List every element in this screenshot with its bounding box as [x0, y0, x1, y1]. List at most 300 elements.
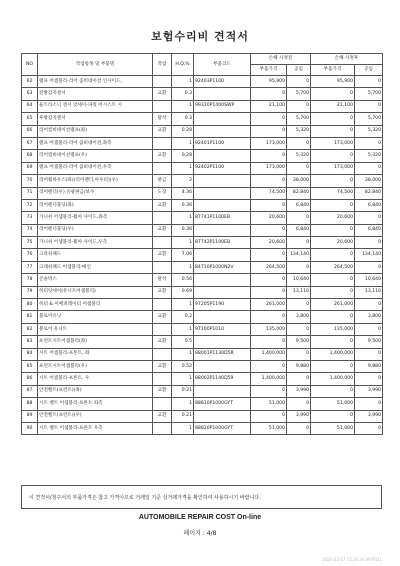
cell-pre-price: 0	[251, 175, 287, 187]
table-row	[22, 373, 383, 385]
cell-pre-price: 0	[251, 224, 287, 236]
cell-pre-labor: 3,990	[287, 410, 311, 422]
table-row	[22, 100, 383, 112]
cell-pre-price: 0	[251, 311, 287, 323]
cell-no: 80	[22, 299, 38, 311]
cell-post-labor: 5,320	[355, 125, 383, 137]
cell-name: 크래쉬패드 어셈블리-메인	[38, 261, 153, 273]
cell-post-labor: 0	[355, 137, 383, 149]
cell-post-price: 1,400,000	[311, 348, 355, 360]
cell-post-price: 264,500	[311, 261, 355, 273]
cell-work: 교환	[153, 125, 172, 137]
cell-post-labor: 5,700	[355, 113, 383, 125]
cell-hqty: 0.2	[172, 311, 194, 323]
cell-pre-labor: 134,140	[287, 249, 311, 261]
cell-work: 교환	[153, 199, 172, 211]
cell-post-price: 173,000	[311, 137, 355, 149]
cell-hqty: 1	[172, 76, 194, 88]
cell-name: 시트 벨트 어셈블리-프론트 좌측	[38, 398, 153, 410]
cell-work: 교환	[153, 150, 172, 162]
cell-post-labor: 9,500	[355, 336, 383, 348]
cell-no: 84	[22, 348, 38, 360]
cell-post-labor: 0	[355, 261, 383, 273]
cell-post-labor: 0	[355, 422, 383, 434]
table-row	[22, 422, 383, 434]
cell-name: 전방감지센서	[38, 88, 153, 100]
cell-code: 97205P1190	[194, 299, 251, 311]
cell-pre-labor: 0	[287, 422, 311, 434]
cell-no: 88	[22, 398, 38, 410]
cell-code	[194, 113, 251, 125]
cell-post-price: 1,400,000	[311, 373, 355, 385]
cell-code: 88810P1000GYT	[194, 398, 251, 410]
cell-work: 교환	[153, 336, 172, 348]
cell-work	[153, 323, 172, 335]
cell-post-labor: 0	[355, 162, 383, 174]
cell-work	[153, 422, 172, 434]
cell-post-labor: 3,800	[355, 311, 383, 323]
cell-pre-labor: 0	[287, 398, 311, 410]
cell-work	[153, 261, 172, 273]
cell-name: 히터 & 이배퍼레이터 어셈블리	[38, 299, 153, 311]
header-work: 작업	[153, 54, 172, 76]
cell-name: 리어펜더(우) 유광판금/보수	[38, 187, 153, 199]
cell-pre-labor: 5,700	[287, 113, 311, 125]
cell-post-price: 135,000	[311, 323, 355, 335]
cell-no: 66	[22, 125, 38, 137]
cell-pre-price: 20,600	[251, 212, 287, 224]
cell-code	[194, 385, 251, 397]
cell-pre-price: 0	[251, 410, 287, 422]
cell-no: 65	[22, 113, 38, 125]
cell-pre-labor: 5,700	[287, 88, 311, 100]
cell-hqty: 0.36	[172, 199, 194, 211]
header-pre-price: 부품가격	[251, 65, 287, 76]
cell-name: 시트 벨트 어셈블리-프론트 우측	[38, 422, 153, 434]
cell-name: 리어휠하우스(좌)(리어펜더,아우터)(우)	[38, 175, 153, 187]
table-row	[22, 348, 383, 360]
header-post-group: 손해 사정후	[311, 54, 383, 65]
cell-pre-labor: 0	[287, 162, 311, 174]
table-row	[22, 311, 383, 323]
cell-work	[153, 100, 172, 112]
cell-post-labor: 6,840	[355, 199, 383, 211]
cell-no: 73	[22, 212, 38, 224]
cell-name: 시트 어셈블리-프론트, 좌	[38, 348, 153, 360]
cell-hqty: 1	[172, 137, 194, 149]
cell-post-price: 173,000	[311, 162, 355, 174]
cell-post-price: 0	[311, 125, 355, 137]
cell-pre-price: 264,500	[251, 261, 287, 273]
cell-code	[194, 274, 251, 286]
cell-hqty: 1	[172, 100, 194, 112]
cell-work: 교환	[153, 286, 172, 298]
cell-post-labor: 10,640	[355, 274, 383, 286]
cell-name: 블로어유닛	[38, 311, 153, 323]
cell-pre-labor: 5,320	[287, 150, 311, 162]
cell-code	[194, 224, 251, 236]
cell-pre-labor: 0	[287, 237, 311, 249]
cell-no: 78	[22, 274, 38, 286]
cell-no: 87	[22, 385, 38, 397]
cell-pre-price: 0	[251, 249, 287, 261]
table-row	[22, 162, 383, 174]
cell-name: 리어펜더몰딩(우)	[38, 224, 153, 236]
cell-hqty: 0.21	[172, 385, 194, 397]
table-row	[22, 299, 383, 311]
cell-post-labor: 3,990	[355, 410, 383, 422]
header-hqty: H,Q,%	[172, 54, 194, 76]
table-row	[22, 224, 383, 236]
cell-post-price: 21,100	[311, 100, 355, 112]
cell-code	[194, 410, 251, 422]
header-code: 부품코드	[194, 54, 251, 76]
cell-post-price: 0	[311, 113, 355, 125]
cell-hqty: 1	[172, 422, 194, 434]
cell-code	[194, 125, 251, 137]
cell-no: 89	[22, 410, 38, 422]
cell-work: 교환	[153, 360, 172, 372]
cell-name: 램프 어셈블리-리어 콤비네이션 인사이드,	[38, 76, 153, 88]
cell-post-price: 0	[311, 249, 355, 261]
cell-post-labor: 0	[355, 100, 383, 112]
cell-hqty: 0.52	[172, 360, 194, 372]
cell-pre-price: 135,000	[251, 323, 287, 335]
page-number: 페이지 : 4/8	[183, 530, 217, 537]
cell-no: 63	[22, 88, 38, 100]
cell-pre-price: 51,000	[251, 422, 287, 434]
table-row	[22, 261, 383, 273]
cell-work: 교환	[153, 311, 172, 323]
footer-title: AUTOMOBILE REPAIR COST On-line	[138, 514, 262, 521]
cell-post-price: 0	[311, 150, 355, 162]
cell-pre-price: 1,400,000	[251, 373, 287, 385]
cell-name: 콘솔박스	[38, 274, 153, 286]
cell-post-price: 51,000	[311, 422, 355, 434]
table-row	[22, 237, 383, 249]
cell-post-price: 95,900	[311, 76, 355, 88]
cell-hqty: 0.69	[172, 286, 194, 298]
cell-code	[194, 286, 251, 298]
cell-pre-labor: 10,640	[287, 274, 311, 286]
cell-post-labor: 13,110	[355, 286, 383, 298]
cell-code	[194, 187, 251, 199]
cell-pre-labor: 3,990	[287, 385, 311, 397]
cell-work: 교환	[153, 249, 172, 261]
document-title: 보험수리비 견적서	[151, 30, 249, 43]
cell-post-price: 20,600	[311, 212, 355, 224]
cell-pre-price: 20,600	[251, 237, 287, 249]
cell-hqty: 0.56	[172, 274, 194, 286]
cell-hqty: 0.3	[172, 113, 194, 125]
cell-work	[153, 137, 172, 149]
cell-name: 안전벨트(프런트)(우)	[38, 410, 153, 422]
cell-no: 68	[22, 150, 38, 162]
cell-pre-labor: 13,110	[287, 286, 311, 298]
cell-work	[153, 76, 172, 88]
cell-post-price: 0	[311, 224, 355, 236]
cell-post-labor: 0	[355, 373, 383, 385]
cell-name: 램프 어셈블리-리어 콤비네이션,우측	[38, 162, 153, 174]
cell-name: 프런트시트어셈블리(좌)	[38, 336, 153, 348]
cell-post-labor: 0	[355, 76, 383, 88]
cell-name: 리어펜더몰딩(좌)	[38, 199, 153, 211]
cell-pre-price: 51,000	[251, 398, 287, 410]
cell-post-price: 0	[311, 175, 355, 187]
cell-work	[153, 212, 172, 224]
cell-pre-price: 0	[251, 113, 287, 125]
header-pre-group: 손해 사정전	[251, 54, 311, 65]
cell-pre-price: 74,500	[251, 187, 287, 199]
print-timestamp: 2024-02-17 15:26:36 #07021	[322, 557, 382, 562]
table-row	[22, 125, 383, 137]
cell-name: 히터앗세이(유니트어셈블리)	[38, 286, 153, 298]
cell-no: 82	[22, 323, 38, 335]
cell-code: 99310P1400SWP	[194, 100, 251, 112]
cell-name: 시트 어셈블리-프론트, 우	[38, 373, 153, 385]
cell-pre-price: 261,000	[251, 299, 287, 311]
cell-pre-labor: 0	[287, 373, 311, 385]
cell-hqty: 1	[172, 323, 194, 335]
cell-pre-price: 0	[251, 360, 287, 372]
cell-post-price: 0	[311, 274, 355, 286]
cell-pre-labor: 5,320	[287, 125, 311, 137]
cell-hqty: 0.28	[172, 150, 194, 162]
cell-pre-labor: 3,800	[287, 311, 311, 323]
table-row	[22, 113, 383, 125]
cell-hqty: 7.06	[172, 249, 194, 261]
table-row	[22, 249, 383, 261]
table-row	[22, 187, 383, 199]
cell-hqty: 1	[172, 237, 194, 249]
cell-post-price: 0	[311, 410, 355, 422]
cell-pre-labor: 0	[287, 261, 311, 273]
cell-work	[153, 348, 172, 360]
cell-code: 87741P1100EB	[194, 212, 251, 224]
table-row	[22, 398, 383, 410]
cell-no: 74	[22, 224, 38, 236]
cell-pre-labor: 0	[287, 137, 311, 149]
cell-no: 76	[22, 249, 38, 261]
cell-code: 92402P1100	[194, 162, 251, 174]
table-row	[22, 175, 383, 187]
cell-work: 교환	[153, 410, 172, 422]
cell-post-price: 261,000	[311, 299, 355, 311]
cell-post-price: 0	[311, 336, 355, 348]
header-pre-labor: 공임	[287, 65, 311, 76]
cell-code	[194, 311, 251, 323]
table-row	[22, 274, 383, 286]
estimate-table	[21, 53, 383, 435]
cell-post-labor: 0	[355, 237, 383, 249]
cell-post-price: 51,000	[311, 398, 355, 410]
cell-post-price: 74,500	[311, 187, 355, 199]
cell-work: 교환	[153, 385, 172, 397]
cell-hqty: 0.21	[172, 410, 194, 422]
cell-post-price: 0	[311, 286, 355, 298]
cell-no: 77	[22, 261, 38, 273]
cell-pre-price: 0	[251, 125, 287, 137]
header-no: NO	[22, 54, 38, 76]
cell-code	[194, 175, 251, 187]
cell-code: 84710P1000N2V	[194, 261, 251, 273]
cell-hqty: 0.36	[172, 224, 194, 236]
cell-post-labor: 134,140	[355, 249, 383, 261]
header-name: 작업항목 및 부품명	[38, 54, 153, 76]
cell-no: 85	[22, 360, 38, 372]
cell-pre-price: 0	[251, 199, 287, 211]
cell-pre-price: 0	[251, 336, 287, 348]
cell-name: 가니쉬 어셈블리-휠아 사이드,좌측	[38, 212, 153, 224]
cell-pre-price: 0	[251, 286, 287, 298]
cell-pre-labor: 6,840	[287, 224, 311, 236]
table-row	[22, 323, 383, 335]
cell-name: 블로어 유니트	[38, 323, 153, 335]
cell-post-price: 0	[311, 385, 355, 397]
table-row	[22, 385, 383, 397]
table-row	[22, 199, 383, 211]
cell-work: 판금	[153, 175, 172, 187]
cell-post-labor: 3,990	[355, 385, 383, 397]
cell-pre-labor: 38,000	[287, 175, 311, 187]
cell-hqty: 1	[172, 398, 194, 410]
cell-hqty: 4.36	[172, 187, 194, 199]
cell-code: 92401P1100	[194, 137, 251, 149]
cell-hqty: 1	[172, 162, 194, 174]
cell-pre-price: 95,900	[251, 76, 287, 88]
table-row	[22, 76, 383, 88]
cell-name: 가니쉬 어셈블리-휠아 사이드,우측	[38, 237, 153, 249]
cell-pre-price: 1,400,000	[251, 348, 287, 360]
table-row	[22, 137, 383, 149]
cell-name: 울트라소닉 센서 앗세이-파킹 어시스트 시	[38, 100, 153, 112]
cell-no: 83	[22, 336, 38, 348]
table-row	[22, 286, 383, 298]
cell-code	[194, 249, 251, 261]
cell-no: 72	[22, 199, 38, 211]
table-row	[22, 150, 383, 162]
cell-code: 88001P1130D5R	[194, 348, 251, 360]
cell-hqty: 2	[172, 175, 194, 187]
cell-no: 70	[22, 175, 38, 187]
cell-hqty: 1	[172, 212, 194, 224]
cell-hqty: 1	[172, 373, 194, 385]
cell-post-labor: 0	[355, 212, 383, 224]
header-post-labor: 공임	[355, 65, 383, 76]
cell-pre-price: 173,000	[251, 162, 287, 174]
cell-post-labor: 0	[355, 299, 383, 311]
cell-work	[153, 162, 172, 174]
cell-post-labor: 9,880	[355, 360, 383, 372]
cell-name: 안전벨트(프런트)(좌)	[38, 385, 153, 397]
cell-code	[194, 150, 251, 162]
cell-name: 램프 어셈블리-리어 콤비네이션,좌측	[38, 137, 153, 149]
cell-no: 81	[22, 311, 38, 323]
cell-pre-labor: 0	[287, 100, 311, 112]
cell-post-labor: 5,320	[355, 150, 383, 162]
cell-pre-labor: 6,840	[287, 199, 311, 211]
table-row	[22, 336, 383, 348]
cell-post-labor: 38,000	[355, 175, 383, 187]
table-row	[22, 88, 383, 100]
cell-post-labor: 82,840	[355, 187, 383, 199]
cell-code: 97100P1010	[194, 323, 251, 335]
cell-pre-price: 21,100	[251, 100, 287, 112]
cell-name: 리어컴비네이션램프(우)	[38, 150, 153, 162]
cell-code	[194, 199, 251, 211]
header-post-price: 부품가격	[311, 65, 355, 76]
cell-post-labor: 0	[355, 323, 383, 335]
cell-pre-labor: 0	[287, 348, 311, 360]
cell-pre-price: 0	[251, 274, 287, 286]
cell-hqty: 0.28	[172, 125, 194, 137]
cell-post-labor: 5,700	[355, 88, 383, 100]
cell-no: 62	[22, 76, 38, 88]
cell-name: 리어컴비네이션램프(좌)	[38, 125, 153, 137]
cell-no: 79	[22, 286, 38, 298]
cell-no: 75	[22, 237, 38, 249]
cell-pre-labor: 9,500	[287, 336, 311, 348]
cell-post-price: 0	[311, 199, 355, 211]
cell-code	[194, 88, 251, 100]
cell-hqty: 0.5	[172, 336, 194, 348]
cell-work	[153, 398, 172, 410]
cell-pre-labor: 9,880	[287, 360, 311, 372]
cell-no: 67	[22, 137, 38, 149]
cell-work: 탈착	[153, 113, 172, 125]
cell-pre-labor: 0	[287, 299, 311, 311]
cell-hqty: 1	[172, 261, 194, 273]
cell-name: 후방감지센서	[38, 113, 153, 125]
table-row	[22, 212, 383, 224]
cell-pre-price: 0	[251, 385, 287, 397]
cell-work: 교환	[153, 88, 172, 100]
cell-name: 프런트시트어셈블리(우)	[38, 360, 153, 372]
cell-hqty: 0.3	[172, 88, 194, 100]
cell-no: 71	[22, 187, 38, 199]
cell-post-labor: 0	[355, 348, 383, 360]
table-body	[22, 76, 383, 435]
cell-work	[153, 237, 172, 249]
cell-code: 88002P1140D59	[194, 373, 251, 385]
cell-pre-labor: 82,840	[287, 187, 311, 199]
cell-post-price: 0	[311, 88, 355, 100]
cell-work: 탈착	[153, 274, 172, 286]
cell-post-labor: 6,840	[355, 224, 383, 236]
cell-work: 도장	[153, 187, 172, 199]
cell-post-price: 0	[311, 360, 355, 372]
cell-post-price: 20,600	[311, 237, 355, 249]
cell-work	[153, 299, 172, 311]
table-row	[22, 410, 383, 422]
cell-no: 69	[22, 162, 38, 174]
cell-code	[194, 360, 251, 372]
cell-post-price: 0	[311, 311, 355, 323]
cell-no: 90	[22, 422, 38, 434]
cell-code: 92403P1100	[194, 76, 251, 88]
cell-no: 86	[22, 373, 38, 385]
cell-no: 64	[22, 100, 38, 112]
cell-code: 88820P1000GYT	[194, 422, 251, 434]
cell-code: 87742P1100EB	[194, 237, 251, 249]
cell-hqty: 1	[172, 299, 194, 311]
cell-post-labor: 0	[355, 398, 383, 410]
cell-pre-price: 173,000	[251, 137, 287, 149]
cell-pre-labor: 0	[287, 76, 311, 88]
cell-work: 교환	[153, 224, 172, 236]
cell-pre-labor: 0	[287, 323, 311, 335]
cell-pre-labor: 0	[287, 212, 311, 224]
